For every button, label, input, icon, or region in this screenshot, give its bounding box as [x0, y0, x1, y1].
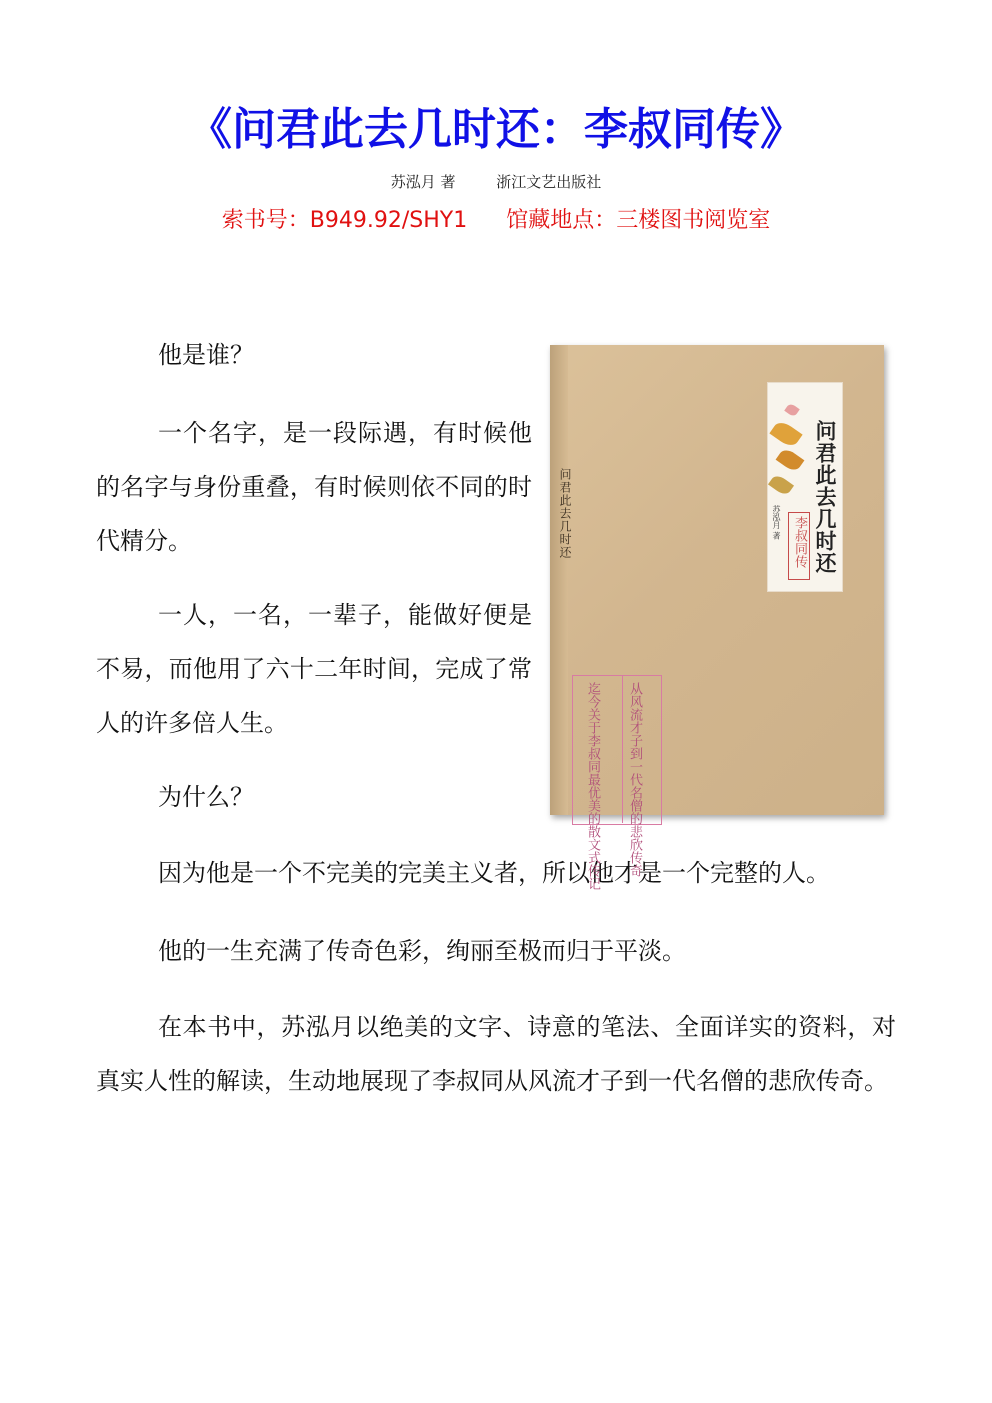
- publisher: 浙江文艺出版社: [496, 173, 602, 191]
- paragraph-7: 在本书中，苏泓月以绝美的文字、诗意的笔法、全面详实的资料，对真实人性的解读，生动地展现了李叔同从风流才子到一代名僧的悲欣传奇。: [96, 1013, 896, 1095]
- library-location: 馆藏地点：三楼图书阅览室: [506, 208, 771, 233]
- cover-subtitle: 李叔同传: [792, 516, 807, 568]
- call-info: [0, 204, 992, 238]
- author: 苏泓月 著: [390, 173, 456, 191]
- paragraph-3: 一人，一名，一辈子，能做好便是不易，而他用了六十二年时间，完成了常人的许多倍人生。: [96, 601, 532, 737]
- cover-author: 苏泓月 著: [772, 505, 781, 540]
- paragraph-4: 为什么？: [158, 783, 254, 811]
- paragraph-5: 因为他是一个不完美的完美主义者，所以他才是一个完整的人。: [158, 859, 830, 887]
- paragraph-2: 一个名字，是一段际遇，有时候他的名字与身份重叠，有时候则依不同的时代精分。: [96, 419, 532, 555]
- cover-blurb-divider: [622, 675, 623, 823]
- spine-title: 问君此去几时还: [558, 468, 572, 559]
- byline: [0, 170, 992, 194]
- call-number: 索书号：B949.92/SHY1: [221, 208, 468, 233]
- page-title: 《问君此去几时还：李叔同传》: [188, 104, 804, 155]
- book-spine: [550, 345, 568, 815]
- paragraph-1: 他是谁？: [158, 341, 254, 369]
- cover-blurb-line-1: 从风流才子到一代名僧的悲欣传奇: [627, 682, 642, 877]
- cover-title: 问君此去几时还: [813, 420, 838, 574]
- cover-blurb-line-2: 迄今关于李叔同最优美的散文式传记: [585, 682, 600, 890]
- paragraph-6: 他的一生充满了传奇色彩，绚丽至极而归于平淡。: [158, 937, 686, 965]
